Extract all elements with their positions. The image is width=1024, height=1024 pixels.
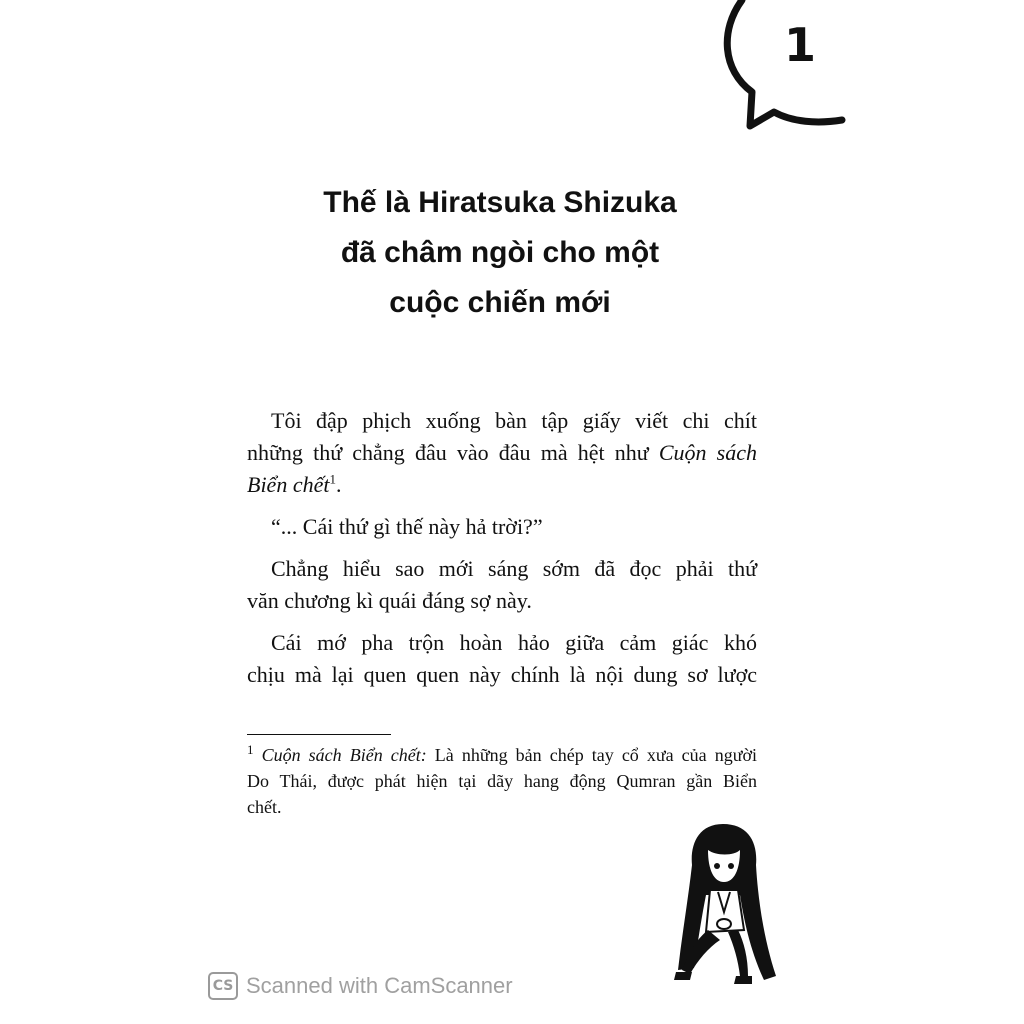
footnote-line: Do Thái, được phát hiện tại dãy hang động Qumran gần Biển: [247, 771, 757, 791]
paragraph: [247, 553, 757, 617]
footnote-term: Cuộn sách Biển chết:: [261, 745, 427, 765]
body-text: [247, 405, 757, 701]
chapter-title: [220, 178, 780, 328]
text-line: chịu mà lại quen quen này chính là nội dung sơ lược: [247, 662, 757, 687]
text-span: .: [335, 472, 342, 497]
footnote-line: chết.: [247, 797, 282, 817]
chapter-title-line: đã châm ngòi cho một: [340, 236, 660, 269]
footnote-marker: 1: [247, 742, 254, 757]
chapter-title-line: cuộc chiến mới: [389, 286, 611, 319]
text-line: Chẳng hiểu sao mới sáng sớm đã đọc phải thứ: [271, 556, 757, 581]
footnote-ref: 1: [329, 471, 336, 487]
watermark-text: Scanned with CamScanner: [246, 973, 513, 998]
footnote: [247, 742, 757, 820]
book-title-italic: Biển chết: [247, 472, 330, 497]
text-line: Cái mớ pha trộn hoàn hảo giữa cảm giác khó: [271, 630, 757, 655]
text-line: Tôi đập phịch xuống bàn tập giấy viết chi chít: [271, 408, 757, 433]
paragraph: [247, 405, 757, 501]
paragraph: [247, 511, 757, 543]
footnote-line: [247, 742, 757, 768]
text-span: những thứ chẳng đâu vào đâu mà hệt như: [247, 440, 659, 465]
text-line: [247, 437, 757, 469]
book-title-italic: Cuộn sách: [658, 440, 757, 465]
chapter-number: 1: [783, 18, 816, 72]
text-line: văn chương kì quái đáng sợ này.: [247, 588, 532, 613]
paragraph: [247, 627, 757, 691]
camscanner-watermark: [208, 968, 513, 1004]
footnote-text: Là những bản chép tay cổ xưa của người: [426, 745, 758, 765]
footnote-divider: [247, 734, 391, 735]
chapter-title-line: Thế là Hiratsuka Shizuka: [323, 186, 677, 219]
character-illustration: [668, 820, 778, 990]
camscanner-logo-icon: CS: [208, 972, 238, 1000]
text-line: “... Cái thứ gì thế này hả trời?”: [271, 514, 543, 539]
text-line: [247, 469, 757, 501]
